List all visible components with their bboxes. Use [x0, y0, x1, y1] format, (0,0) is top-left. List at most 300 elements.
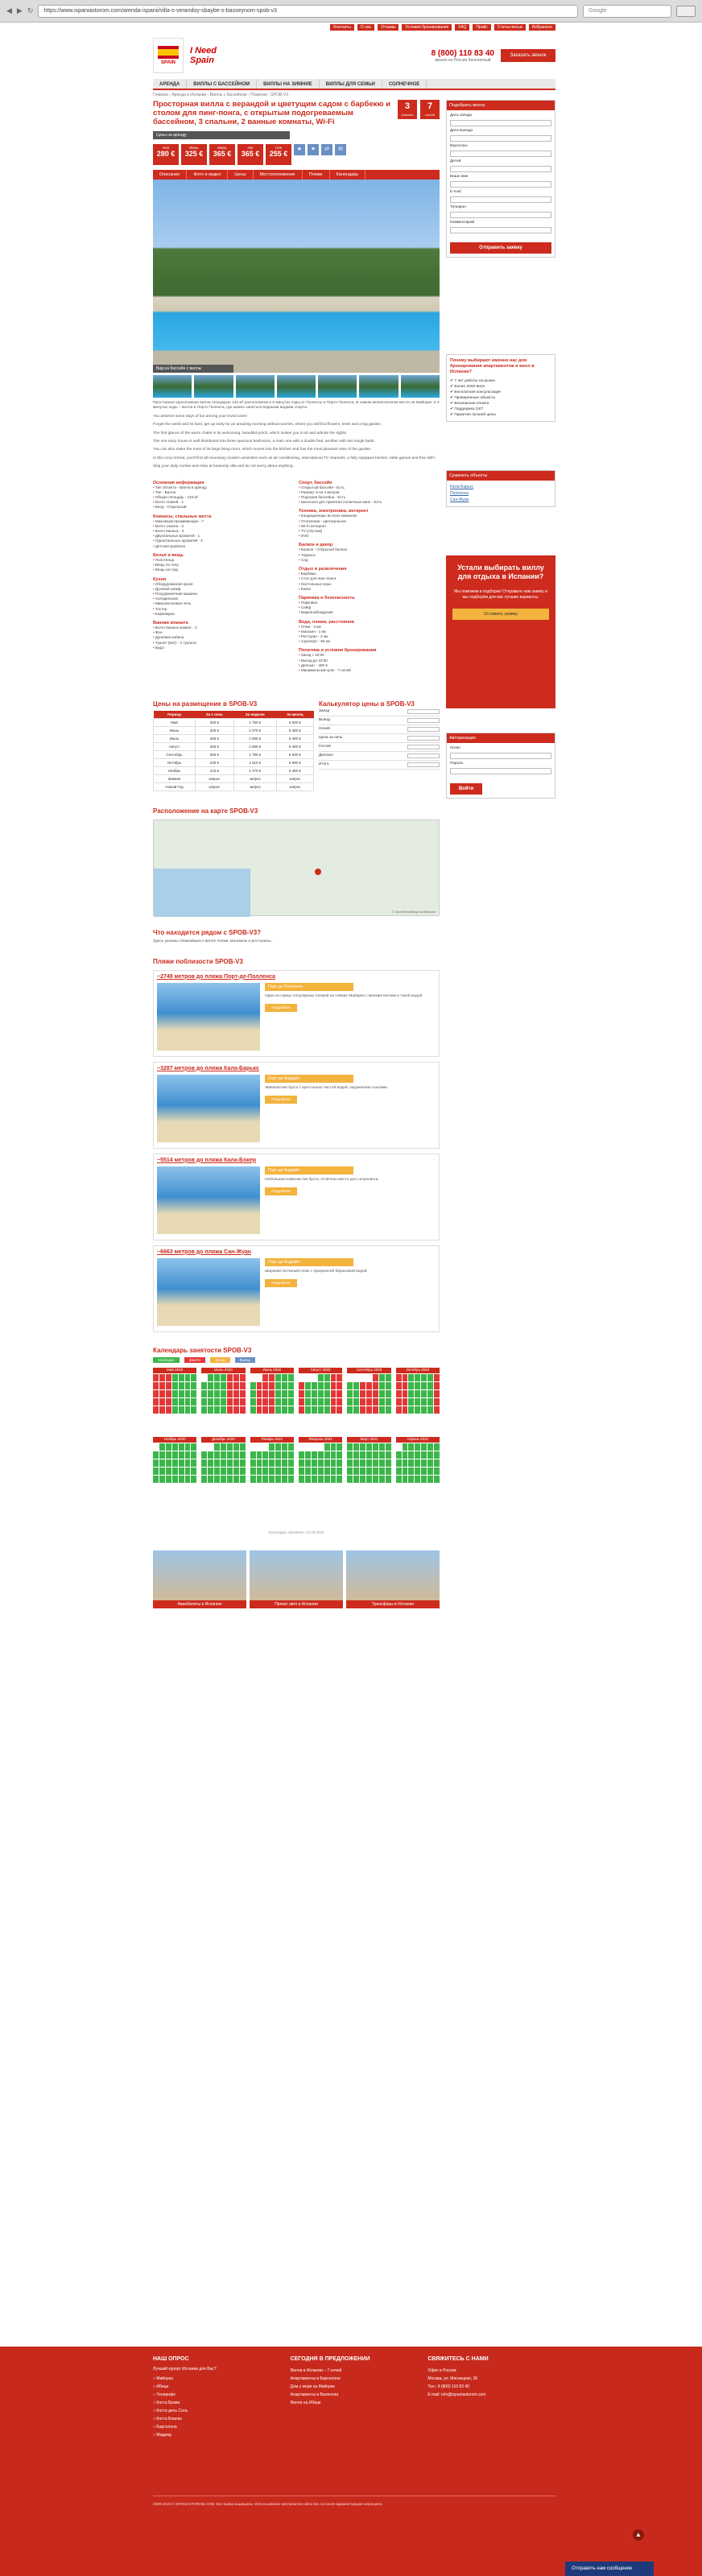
calendar-day[interactable] [366, 1382, 372, 1389]
browser-search-input[interactable]: Google [583, 5, 671, 18]
form-input[interactable] [450, 212, 551, 218]
calendar-day[interactable] [366, 1374, 372, 1381]
calendar-day[interactable] [347, 1390, 353, 1397]
calendar-day[interactable] [233, 1443, 239, 1451]
calendar-day[interactable] [250, 1398, 256, 1406]
calendar-day[interactable] [427, 1398, 433, 1406]
calendar-day[interactable] [396, 1476, 402, 1483]
calendar-day[interactable] [172, 1451, 178, 1459]
calendar-day[interactable] [185, 1451, 191, 1459]
calendar-day[interactable] [201, 1468, 207, 1475]
calendar-day[interactable] [214, 1476, 220, 1483]
calendar-day[interactable] [221, 1476, 226, 1483]
property-tab[interactable]: Местоположение [254, 170, 303, 180]
calendar-day[interactable] [347, 1443, 353, 1451]
calendar-day[interactable] [221, 1451, 226, 1459]
calendar-day[interactable] [403, 1451, 408, 1459]
reload-icon[interactable]: ↻ [27, 6, 34, 14]
calendar-day[interactable] [366, 1459, 372, 1467]
calendar-day[interactable] [191, 1443, 196, 1451]
calendar-day[interactable] [373, 1406, 378, 1414]
calendar-day[interactable] [434, 1451, 440, 1459]
calendar-day[interactable] [305, 1374, 311, 1381]
calendar-day[interactable] [233, 1406, 239, 1414]
calendar-day[interactable] [201, 1374, 207, 1381]
calendar-day[interactable] [201, 1390, 207, 1397]
calendar-day[interactable] [233, 1459, 239, 1467]
calendar-day[interactable] [288, 1468, 294, 1475]
calendar-day[interactable] [386, 1468, 391, 1475]
calendar-day[interactable] [427, 1374, 433, 1381]
calendar-day[interactable] [324, 1476, 330, 1483]
calendar-day[interactable] [221, 1468, 226, 1475]
calendar-day[interactable] [360, 1374, 365, 1381]
calendar-day[interactable] [269, 1398, 275, 1406]
calendar-day[interactable] [269, 1468, 275, 1475]
calendar-day[interactable] [386, 1382, 391, 1389]
calendar-day[interactable] [185, 1382, 191, 1389]
calendar-day[interactable] [299, 1406, 304, 1414]
calendar-day[interactable] [312, 1451, 317, 1459]
calendar-day[interactable] [331, 1398, 337, 1406]
phone-number[interactable]: 8 (800) 110 83 40 [431, 48, 494, 58]
calendar-day[interactable] [275, 1443, 281, 1451]
calendar-day[interactable] [269, 1459, 275, 1467]
calendar-day[interactable] [208, 1476, 213, 1483]
calc-input[interactable] [407, 753, 440, 758]
calendar-day[interactable] [159, 1406, 165, 1414]
calendar-day[interactable] [386, 1406, 391, 1414]
calendar-day[interactable] [353, 1406, 359, 1414]
calendar-day[interactable] [305, 1390, 311, 1397]
calendar-day[interactable] [403, 1398, 408, 1406]
menu-item[interactable]: ВИЛЛЫ НА ЗИМНИЕ [257, 79, 320, 89]
property-tab[interactable]: Фото и видео [187, 170, 228, 180]
calendar-day[interactable] [282, 1468, 287, 1475]
calendar-day[interactable] [191, 1459, 196, 1467]
calendar-day[interactable] [179, 1398, 184, 1406]
top-link[interactable]: Контакты [330, 24, 354, 31]
calendar-day[interactable] [312, 1406, 317, 1414]
calendar-day[interactable] [427, 1382, 433, 1389]
calendar-day[interactable] [208, 1382, 213, 1389]
calendar-day[interactable] [312, 1443, 317, 1451]
calendar-day[interactable] [282, 1398, 287, 1406]
calendar-day[interactable] [240, 1398, 246, 1406]
calendar-day[interactable] [185, 1390, 191, 1397]
calendar-day[interactable] [275, 1382, 281, 1389]
calendar-day[interactable] [353, 1382, 359, 1389]
calendar-day[interactable] [227, 1398, 233, 1406]
calendar-day[interactable] [191, 1468, 196, 1475]
calendar-day[interactable] [172, 1390, 178, 1397]
compare-icon[interactable]: ⇄ [321, 144, 332, 155]
forward-icon[interactable]: ▶ [16, 6, 23, 14]
calendar-day[interactable] [262, 1398, 268, 1406]
form-input[interactable] [450, 196, 551, 203]
calendar-day[interactable] [421, 1468, 427, 1475]
calendar-day[interactable] [337, 1374, 342, 1381]
calendar-day[interactable] [324, 1443, 330, 1451]
logo-spain[interactable] [153, 38, 184, 73]
thumbnail[interactable] [153, 375, 192, 398]
calendar-day[interactable] [166, 1406, 171, 1414]
calendar-day[interactable] [318, 1451, 324, 1459]
calendar-day[interactable] [282, 1451, 287, 1459]
calendar-day[interactable] [427, 1459, 433, 1467]
calendar-day[interactable] [179, 1374, 184, 1381]
calendar-day[interactable] [331, 1443, 337, 1451]
form-input[interactable] [450, 120, 551, 126]
calendar-day[interactable] [153, 1390, 159, 1397]
calendar-day[interactable] [324, 1374, 330, 1381]
calendar-day[interactable] [227, 1382, 233, 1389]
calendar-day[interactable] [337, 1406, 342, 1414]
calendar-day[interactable] [434, 1443, 440, 1451]
login-button[interactable]: Войти [450, 783, 482, 795]
beach-more-button[interactable]: Подробнее [265, 1187, 297, 1195]
property-tab[interactable]: Цены [228, 170, 253, 180]
logo-ineedspain[interactable]: I Need Spain [190, 46, 217, 65]
calendar-day[interactable] [201, 1459, 207, 1467]
calc-input[interactable] [407, 745, 440, 749]
calendar-day[interactable] [166, 1468, 171, 1475]
calendar-day[interactable] [201, 1443, 207, 1451]
calendar-day[interactable] [318, 1382, 324, 1389]
calendar-day[interactable] [275, 1451, 281, 1459]
calendar-day[interactable] [318, 1374, 324, 1381]
calendar-day[interactable] [396, 1374, 402, 1381]
calendar-day[interactable] [324, 1468, 330, 1475]
calendar-day[interactable] [153, 1374, 159, 1381]
calendar-day[interactable] [262, 1443, 268, 1451]
calendar-day[interactable] [262, 1451, 268, 1459]
calendar-day[interactable] [415, 1451, 420, 1459]
calendar-day[interactable] [214, 1468, 220, 1475]
calendar-day[interactable] [415, 1374, 420, 1381]
calendar-day[interactable] [214, 1406, 220, 1414]
location-map[interactable] [153, 819, 440, 916]
calendar-day[interactable] [288, 1459, 294, 1467]
top-link[interactable]: Избранное [529, 24, 555, 31]
calendar-day[interactable] [379, 1382, 385, 1389]
top-link[interactable]: FAQ [455, 24, 469, 31]
calendar-day[interactable] [159, 1382, 165, 1389]
login-input[interactable] [450, 753, 551, 759]
calendar-day[interactable] [153, 1459, 159, 1467]
calendar-day[interactable] [299, 1451, 304, 1459]
calendar-day[interactable] [214, 1459, 220, 1467]
calendar-day[interactable] [208, 1443, 213, 1451]
calendar-day[interactable] [347, 1451, 353, 1459]
calendar-day[interactable] [262, 1468, 268, 1475]
calendar-day[interactable] [337, 1468, 342, 1475]
calendar-day[interactable] [360, 1398, 365, 1406]
poll-option[interactable]: ○ Барселона [153, 2425, 177, 2429]
calendar-day[interactable] [269, 1374, 275, 1381]
calendar-day[interactable] [233, 1390, 239, 1397]
calendar-day[interactable] [240, 1476, 246, 1483]
calendar-day[interactable] [324, 1398, 330, 1406]
calc-input[interactable] [407, 718, 440, 723]
calendar-day[interactable] [257, 1406, 262, 1414]
calendar-day[interactable] [214, 1374, 220, 1381]
calendar-day[interactable] [179, 1451, 184, 1459]
calendar-day[interactable] [421, 1459, 427, 1467]
form-input[interactable] [450, 151, 551, 157]
offer-link[interactable]: Вилла на Ибице [290, 2401, 321, 2405]
calendar-day[interactable] [191, 1382, 196, 1389]
calendar-day[interactable] [282, 1443, 287, 1451]
calendar-day[interactable] [353, 1451, 359, 1459]
calendar-day[interactable] [408, 1390, 414, 1397]
calendar-day[interactable] [366, 1390, 372, 1397]
calendar-day[interactable] [201, 1451, 207, 1459]
calendar-day[interactable] [172, 1459, 178, 1467]
calendar-day[interactable] [275, 1406, 281, 1414]
calendar-day[interactable] [337, 1390, 342, 1397]
calendar-day[interactable] [227, 1459, 233, 1467]
property-tab[interactable]: Календарь [330, 170, 366, 180]
calendar-day[interactable] [312, 1468, 317, 1475]
calendar-day[interactable] [324, 1451, 330, 1459]
calendar-day[interactable] [337, 1398, 342, 1406]
calendar-day[interactable] [408, 1451, 414, 1459]
poll-option[interactable]: ○ Тенерифе [153, 2392, 176, 2397]
calendar-day[interactable] [288, 1451, 294, 1459]
calendar-day[interactable] [221, 1390, 226, 1397]
thumbnail[interactable] [277, 375, 316, 398]
top-link[interactable]: Прайс [473, 24, 490, 31]
thumbnail[interactable] [236, 375, 275, 398]
property-tab[interactable]: Пляжи [303, 170, 330, 180]
calendar-day[interactable] [221, 1459, 226, 1467]
calendar-day[interactable] [166, 1443, 171, 1451]
calendar-day[interactable] [396, 1468, 402, 1475]
calendar-day[interactable] [262, 1476, 268, 1483]
calendar-day[interactable] [396, 1406, 402, 1414]
calendar-day[interactable] [305, 1382, 311, 1389]
calendar-day[interactable] [353, 1459, 359, 1467]
calendar-day[interactable] [166, 1382, 171, 1389]
calendar-day[interactable] [185, 1459, 191, 1467]
calendar-day[interactable] [373, 1476, 378, 1483]
calendar-day[interactable] [318, 1443, 324, 1451]
calendar-day[interactable] [299, 1390, 304, 1397]
form-input[interactable] [450, 135, 551, 142]
calendar-day[interactable] [240, 1406, 246, 1414]
calendar-day[interactable] [250, 1459, 256, 1467]
calendar-day[interactable] [396, 1390, 402, 1397]
calendar-day[interactable] [408, 1443, 414, 1451]
calendar-day[interactable] [373, 1468, 378, 1475]
calendar-day[interactable] [262, 1459, 268, 1467]
calendar-day[interactable] [299, 1398, 304, 1406]
calendar-day[interactable] [421, 1443, 427, 1451]
calendar-day[interactable] [269, 1390, 275, 1397]
calendar-day[interactable] [282, 1390, 287, 1397]
calendar-day[interactable] [403, 1390, 408, 1397]
calendar-day[interactable] [421, 1398, 427, 1406]
calendar-day[interactable] [257, 1443, 262, 1451]
calendar-day[interactable] [312, 1459, 317, 1467]
calendar-day[interactable] [240, 1468, 246, 1475]
calendar-day[interactable] [288, 1476, 294, 1483]
calendar-day[interactable] [240, 1443, 246, 1451]
calendar-day[interactable] [250, 1390, 256, 1397]
calendar-day[interactable] [427, 1476, 433, 1483]
calc-input[interactable] [407, 736, 440, 741]
calendar-day[interactable] [312, 1476, 317, 1483]
calendar-day[interactable] [415, 1459, 420, 1467]
calendar-day[interactable] [403, 1374, 408, 1381]
calendar-day[interactable] [366, 1443, 372, 1451]
calendar-day[interactable] [227, 1476, 233, 1483]
property-tab[interactable]: Описание [153, 170, 187, 180]
search-submit-button[interactable]: Отправить заявку [450, 242, 551, 254]
map-pin-icon[interactable] [315, 869, 321, 875]
calendar-day[interactable] [415, 1390, 420, 1397]
beach-photo[interactable] [157, 1075, 260, 1142]
poll-option[interactable]: ○ Коста Брава [153, 2401, 180, 2405]
calendar-day[interactable] [275, 1468, 281, 1475]
calendar-day[interactable] [324, 1406, 330, 1414]
calendar-day[interactable] [288, 1390, 294, 1397]
calendar-day[interactable] [366, 1468, 372, 1475]
calendar-day[interactable] [386, 1398, 391, 1406]
beach-photo[interactable] [157, 1258, 260, 1326]
calendar-day[interactable] [427, 1406, 433, 1414]
calendar-day[interactable] [415, 1398, 420, 1406]
calendar-day[interactable] [275, 1459, 281, 1467]
calendar-day[interactable] [373, 1374, 378, 1381]
calendar-day[interactable] [324, 1382, 330, 1389]
calendar-day[interactable] [386, 1374, 391, 1381]
calendar-day[interactable] [208, 1374, 213, 1381]
calendar-day[interactable] [208, 1459, 213, 1467]
calendar-day[interactable] [408, 1374, 414, 1381]
calc-input[interactable] [407, 709, 440, 714]
calendar-day[interactable] [240, 1382, 246, 1389]
calendar-day[interactable] [172, 1374, 178, 1381]
calendar-day[interactable] [379, 1398, 385, 1406]
calendar-day[interactable] [386, 1476, 391, 1483]
calendar-day[interactable] [347, 1374, 353, 1381]
calc-input[interactable] [407, 762, 440, 767]
calendar-day[interactable] [257, 1451, 262, 1459]
calendar-day[interactable] [262, 1374, 268, 1381]
calendar-day[interactable] [360, 1443, 365, 1451]
calendar-day[interactable] [421, 1406, 427, 1414]
calendar-day[interactable] [227, 1406, 233, 1414]
calendar-day[interactable] [305, 1398, 311, 1406]
thumbnail[interactable] [401, 375, 440, 398]
calendar-day[interactable] [318, 1406, 324, 1414]
thumbnail[interactable] [359, 375, 398, 398]
calendar-day[interactable] [331, 1476, 337, 1483]
calendar-day[interactable] [299, 1476, 304, 1483]
calendar-day[interactable] [282, 1406, 287, 1414]
calendar-day[interactable] [269, 1451, 275, 1459]
top-link[interactable]: Отзывы [378, 24, 398, 31]
calendar-day[interactable] [166, 1398, 171, 1406]
promo-banner[interactable] [153, 1550, 246, 1608]
calendar-day[interactable] [366, 1451, 372, 1459]
calendar-day[interactable] [415, 1406, 420, 1414]
calendar-day[interactable] [172, 1382, 178, 1389]
calendar-day[interactable] [221, 1374, 226, 1381]
calendar-day[interactable] [227, 1374, 233, 1381]
calendar-day[interactable] [434, 1398, 440, 1406]
calendar-day[interactable] [257, 1390, 262, 1397]
calendar-day[interactable] [415, 1382, 420, 1389]
calendar-day[interactable] [353, 1398, 359, 1406]
calendar-day[interactable] [191, 1451, 196, 1459]
calendar-day[interactable] [434, 1382, 440, 1389]
calendar-day[interactable] [179, 1468, 184, 1475]
calendar-day[interactable] [288, 1374, 294, 1381]
calendar-day[interactable] [191, 1476, 196, 1483]
calendar-day[interactable] [353, 1374, 359, 1381]
calendar-day[interactable] [208, 1398, 213, 1406]
calendar-day[interactable] [257, 1398, 262, 1406]
calendar-day[interactable] [373, 1390, 378, 1397]
calendar-day[interactable] [221, 1382, 226, 1389]
calendar-day[interactable] [172, 1468, 178, 1475]
scroll-top-icon[interactable]: ▲ [633, 2529, 644, 2541]
calendar-day[interactable] [318, 1459, 324, 1467]
calendar-day[interactable] [427, 1468, 433, 1475]
calendar-day[interactable] [347, 1459, 353, 1467]
chat-button[interactable]: Отправить нам сообщение [565, 2562, 654, 2576]
calendar-day[interactable] [403, 1468, 408, 1475]
calendar-day[interactable] [421, 1476, 427, 1483]
calendar-day[interactable] [396, 1459, 402, 1467]
calendar-day[interactable] [172, 1398, 178, 1406]
calendar-day[interactable] [299, 1443, 304, 1451]
calendar-day[interactable] [282, 1374, 287, 1381]
calendar-day[interactable] [227, 1390, 233, 1397]
beach-more-button[interactable]: Подробнее [265, 1279, 297, 1287]
calendar-day[interactable] [221, 1443, 226, 1451]
calendar-day[interactable] [403, 1382, 408, 1389]
calendar-day[interactable] [233, 1374, 239, 1381]
calendar-day[interactable] [201, 1476, 207, 1483]
calendar-day[interactable] [282, 1476, 287, 1483]
calendar-day[interactable] [250, 1451, 256, 1459]
calendar-day[interactable] [185, 1443, 191, 1451]
calendar-day[interactable] [233, 1451, 239, 1459]
thumbnail[interactable] [194, 375, 233, 398]
calendar-day[interactable] [288, 1406, 294, 1414]
calendar-day[interactable] [159, 1476, 165, 1483]
calendar-day[interactable] [153, 1451, 159, 1459]
calendar-day[interactable] [360, 1451, 365, 1459]
menu-item[interactable]: ВИЛЛЫ С БАССЕЙНОМ [187, 79, 257, 89]
main-photo[interactable] [153, 180, 440, 373]
calendar-day[interactable] [318, 1398, 324, 1406]
calendar-day[interactable] [434, 1468, 440, 1475]
calendar-day[interactable] [191, 1406, 196, 1414]
calendar-day[interactable] [318, 1468, 324, 1475]
calendar-day[interactable] [282, 1382, 287, 1389]
calendar-day[interactable] [337, 1476, 342, 1483]
calendar-day[interactable] [257, 1459, 262, 1467]
calendar-day[interactable] [250, 1406, 256, 1414]
calendar-day[interactable] [386, 1451, 391, 1459]
calendar-day[interactable] [179, 1443, 184, 1451]
calendar-day[interactable] [318, 1390, 324, 1397]
